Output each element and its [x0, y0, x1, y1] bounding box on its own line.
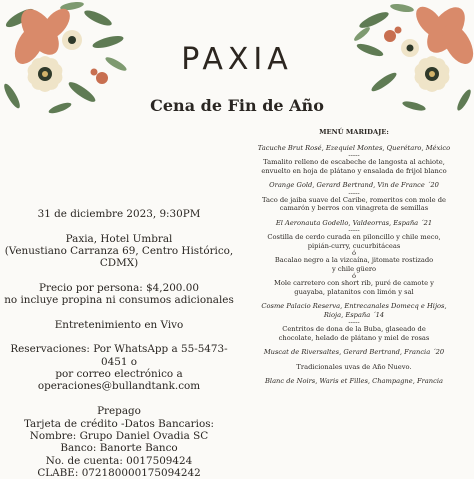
menu-dish-5 [240, 279, 468, 296]
pairing-menu [240, 128, 468, 386]
menu-heading: MENÚ MARIDAJE: [319, 128, 389, 136]
menu-wine-5: Muscat de Riversaltes, Gerard Bertrand, Francia ´20 [263, 348, 445, 356]
menu-separator: ----- [348, 226, 360, 234]
menu-dish-3 [240, 233, 468, 250]
event-price [0, 282, 238, 306]
prepago-bank: Banco: Banorte Banco [60, 442, 178, 455]
event-venue [0, 233, 238, 270]
menu-dish-1-line-2: envuelto en hoja de plátano y ensalada de frijol blanco [261, 166, 447, 175]
menu-wine-1: Tacuche Brut Rosé, Ezequiel Montes, Querétaro, México [257, 143, 451, 152]
menu-dish-6 [240, 325, 468, 342]
menu-dish-6-line-1: Centritos de dona de la Buba, glaseado de [282, 325, 426, 333]
prepago-clabe: CLABE: 072180000175094242 [37, 466, 201, 479]
price-amount: Precio por persona: $4,200.00 [39, 281, 199, 294]
reservations-email-link[interactable]: operaciones@bullandtank.com [37, 380, 201, 393]
prepago-account-name: Nombre: Grupo Daniel Ovadia SC [29, 430, 209, 443]
prepago-section [0, 405, 238, 479]
menu-dish-5-line-1: Mole carretero con short rib, puré de camote y [274, 279, 434, 287]
menu-separator: ----- [348, 188, 360, 197]
reservations-email-label: por correo electrónico a [55, 367, 183, 380]
menu-dish-3-line-2: pipián-curry, cucurbitáceas [307, 241, 401, 250]
menu-dish-1 [240, 158, 468, 175]
menu-dish-2-line-1: Taco de jaiba suave del Caribe, romeritos con mole de [262, 195, 446, 204]
event-details [0, 208, 238, 479]
prepago-account-number: No. de cuenta: 0017509424 [45, 454, 193, 467]
menu-wine-4 [240, 302, 468, 319]
menu-dish-2 [240, 196, 468, 213]
menu-wine-4-line-1: Cosme Palacio Reserva, Entrecanales Domecq e Hijos, [261, 302, 447, 310]
menu-dish-5-line-2: guayaba, platanitos con limón y sal [294, 287, 414, 296]
menu-wine-6: Blanc de Noirs, Waris et Filles, Champagne, Francia [265, 377, 443, 385]
menu-dish-1-line-1: Tamalito relleno de escabeche de langosta al achiote, [263, 158, 445, 166]
event-date: 31 de diciembre 2023, 9:30PM [37, 208, 201, 220]
reservations-info [0, 343, 238, 392]
entertainment-note: Entretenimiento en Vivo [54, 318, 184, 331]
menu-wine-3: El Aeronauta Godello, Valdeorras, España ´21 [275, 218, 433, 227]
menu-wine-2: Orange Gold, Gerard Bertrand, Vin de France ´20 [269, 181, 439, 189]
menu-dish-4-line-2: y chile güero [331, 264, 377, 273]
menu-tradition: Tradicionales uvas de Año Nuevo. [296, 362, 412, 371]
prepago-title: Prepago [97, 404, 141, 417]
menu-dish-4 [240, 256, 468, 273]
reservations-whatsapp: Reservaciones: Por WhatsApp a 55-5473-0451 o [10, 343, 228, 368]
menu-separator: ----- [348, 151, 360, 159]
venue-name: Paxia, Hotel Umbral [65, 232, 173, 245]
event-title: Cena de Fin de Año [150, 96, 324, 115]
menu-or: ó [351, 272, 357, 280]
price-note: no incluye propina ni consumos adicionales [4, 294, 234, 307]
menu-dish-3-line-1: Costilla de cerdo curada en piloncillo y chile meco, [267, 233, 441, 241]
menu-or: ó [351, 249, 357, 257]
prepago-card-line: Tarjeta de crédito -Datos Bancarios: [23, 417, 215, 430]
menu-dish-6-line-2: chocolate, helado de plátano y miel de rosas [278, 333, 430, 342]
menu-dish-2-line-2: camarón y berros con vinagreta de semillas [279, 204, 429, 212]
menu-dish-4-line-1: Bacalao negro a la vizcaína, jitomate rostizado [274, 256, 434, 264]
venue-address: (Venustiano Carranza 69, Centro Histórico, CDMX) [4, 244, 234, 270]
menu-separator: ----- [348, 318, 360, 326]
menu-wine-4-line-2: Rioja, España ´14 [323, 310, 385, 319]
paxia-logo: PAXIA [181, 42, 293, 77]
